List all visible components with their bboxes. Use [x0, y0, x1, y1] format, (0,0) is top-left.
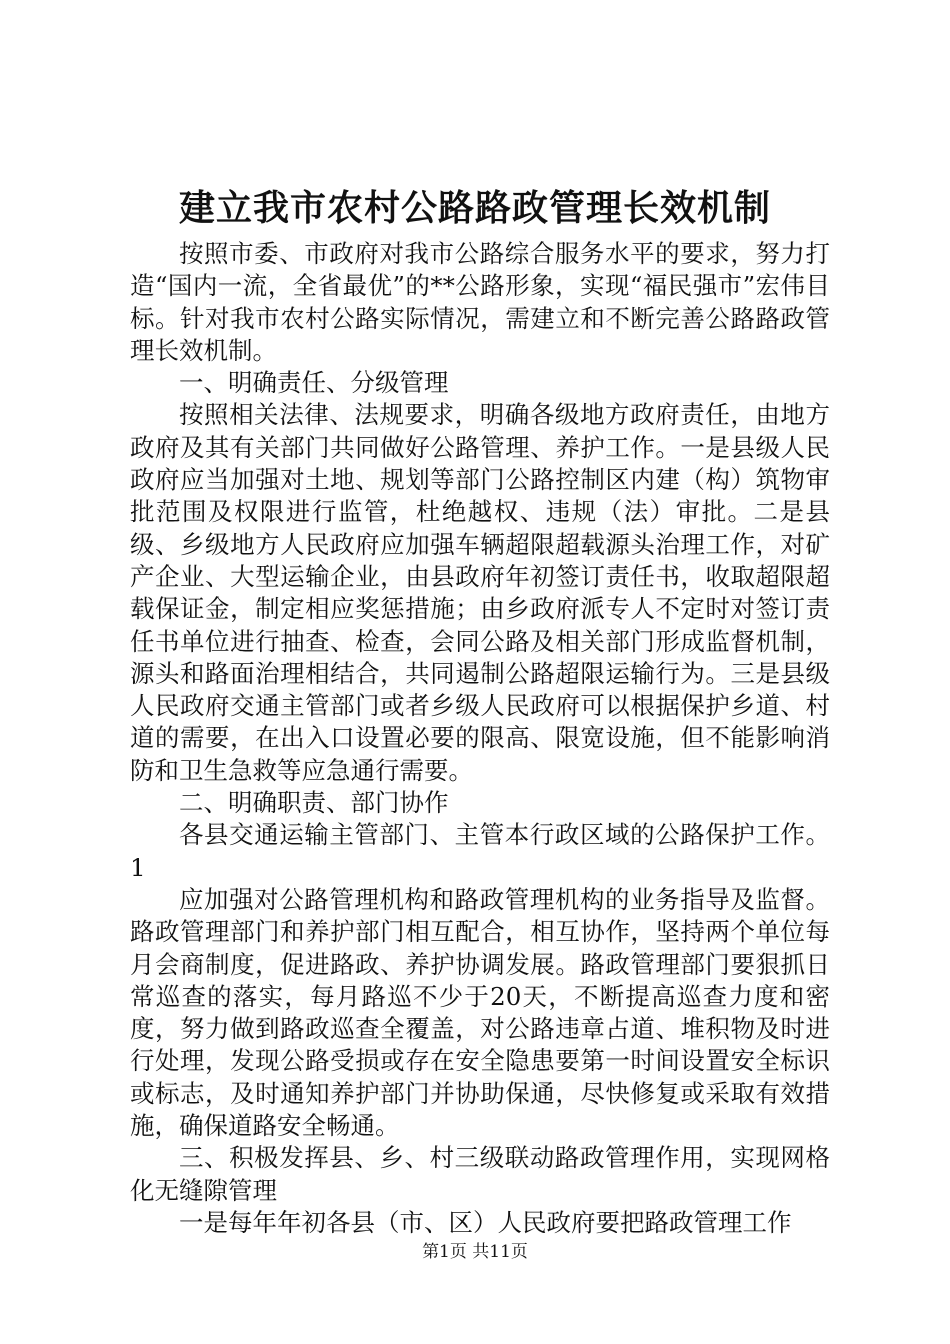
section-heading-3: 三、积极发挥县、乡、村三级联动路政管理作用，实现网格化无缝隙管理: [130, 1143, 830, 1205]
document-title: 建立我市农村公路路政管理长效机制: [178, 187, 771, 229]
section-2-paragraph-1: 各县交通运输主管部门、主管本行政区域的公路保护工作。1: [130, 820, 830, 882]
section-1-paragraph: 按照相关法律、法规要求，明确各级地方政府责任，由地方政府及其有关部门共同做好公路管理、养护工作。一是县级人民政府应当加强对土地、规划等部门公路控制区内建（构）筑物审批范围及权限进行监管，杜绝越权、违规（法）审批。二是县级、乡级地方人民政府应加强车辆超限超载源头治理工作，对矿产企业、大型运输企业，由县政府年初签订责任书，收取超限超载保证金，制定相应奖惩措施；由乡政府派专人不定时对签订责任书单位进行抽查、检查，会同公路及相关部门形成监督机制，源头和路面治理相结合，共同遏制公路超限运输行为。三是县级人民政府交通主管部门或者乡级人民政府可以根据保护乡道、村道的需要，在出入口设置必要的限高、限宽设施，但不能影响消防和卫生急救等应急通行需要。: [130, 400, 830, 785]
section-heading-1: 一、明确责任、分级管理: [179, 368, 449, 398]
page-footer: 第1页 共11页: [422, 1242, 528, 1262]
document-body: [130, 238, 830, 1239]
section-3-paragraph: 一是每年年初各县（市、区）人民政府要把路政管理工作: [179, 1207, 792, 1237]
section-heading-2: 二、明确职责、部门协作: [179, 788, 449, 818]
section-2-paragraph-2: 应加强对公路管理机构和路政管理机构的业务指导及监督。路政管理部门和养护部门相互配合，相互协作，坚持两个单位每月会商制度，促进路政、养护协调发展。路政管理部门要狠抓日常巡查的落实，每月路巡不少于20天，不断提高巡查力度和密度，努力做到路政巡查全覆盖，对公路违章占道、堆积物及时进行处理，发现公路受损或存在安全隐患要第一时间设置安全标识或标志，及时通知养护部门并协助保通，尽快修复或采取有效措施，确保道路安全畅通。: [130, 884, 830, 1141]
intro-paragraph: 按照市委、市政府对我市公路综合服务水平的要求，努力打造“国内一流，全省最优”的**公路形象，实现“福民强市”宏伟目标。针对我市农村公路实际情况，需建立和不断完善公路路政管理长效机制。: [130, 239, 830, 365]
